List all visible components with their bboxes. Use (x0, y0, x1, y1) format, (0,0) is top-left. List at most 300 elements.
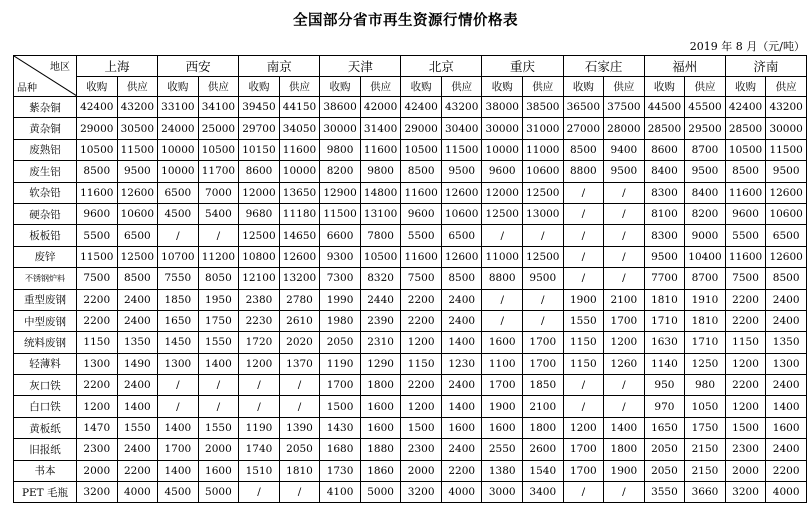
page-title: 全国部分省市再生资源行情价格表 (293, 13, 518, 29)
material-name: 白口铁 (14, 396, 77, 417)
sell-price-cell: 2400 (117, 439, 158, 460)
buy-price-cell: 8800 (482, 268, 523, 289)
material-name: 紫杂铜 (14, 97, 77, 118)
sell-price-cell: 9500 (441, 161, 482, 182)
material-name: 重型废钢 (14, 289, 77, 310)
buy-price-cell: 8500 (401, 161, 442, 182)
sell-price-cell: 8700 (685, 139, 726, 160)
buy-price-cell: 1100 (482, 353, 523, 374)
sell-price-cell: 8500 (117, 268, 158, 289)
city-header: 北京 (401, 56, 482, 77)
buy-price-cell: 2000 (725, 460, 766, 481)
sell-price-cell: 1810 (279, 460, 320, 481)
sell-price-cell: 8400 (685, 182, 726, 203)
sell-price-cell: 1490 (117, 353, 158, 374)
table-row (14, 375, 807, 396)
buy-price-cell: 9300 (320, 246, 361, 267)
buy-price-cell: / (482, 310, 523, 331)
sell-price-cell: 1550 (117, 417, 158, 438)
buy-price-cell: 2200 (77, 289, 118, 310)
sell-price-cell: 11500 (117, 139, 158, 160)
sell-price-cell: 12500 (117, 246, 158, 267)
city-header: 福州 (644, 56, 725, 77)
buy-price-cell: / (563, 396, 604, 417)
buy-price-cell: 29700 (239, 118, 280, 139)
sell-price-cell: 1350 (766, 332, 807, 353)
sell-price-cell: / (198, 375, 239, 396)
buy-price-cell: 1200 (401, 332, 442, 353)
buy-price-cell: / (563, 375, 604, 396)
buy-price-cell: 1680 (320, 439, 361, 460)
sell-price-cell: / (523, 289, 564, 310)
buy-price-cell: 8100 (644, 203, 685, 224)
price-table (13, 55, 807, 503)
buy-price-cell: 29000 (77, 118, 118, 139)
buy-price-cell: 8800 (563, 161, 604, 182)
city-header: 西安 (158, 56, 239, 77)
sell-price-cell: / (279, 396, 320, 417)
table-row (14, 417, 807, 438)
buy-price-cell: 10150 (239, 139, 280, 160)
sell-column-header: 供应 (117, 77, 158, 97)
buy-price-cell: 12000 (239, 182, 280, 203)
table-row (14, 225, 807, 246)
sell-price-cell: 13000 (523, 203, 564, 224)
buy-price-cell: 9600 (401, 203, 442, 224)
buy-price-cell: 8300 (644, 182, 685, 203)
sell-price-cell: 10500 (360, 246, 401, 267)
table-row (14, 97, 807, 118)
sell-price-cell: 6500 (117, 225, 158, 246)
buy-price-cell: 2050 (644, 439, 685, 460)
buy-price-cell: 5500 (401, 225, 442, 246)
buy-price-cell: 2000 (77, 460, 118, 481)
buy-price-cell: / (239, 375, 280, 396)
buy-price-cell: 2300 (401, 439, 442, 460)
sell-price-cell: 6500 (441, 225, 482, 246)
buy-price-cell: 5500 (77, 225, 118, 246)
sell-price-cell: 9500 (685, 161, 726, 182)
material-name: 书本 (14, 460, 77, 481)
material-name: 黄杂铜 (14, 118, 77, 139)
sell-price-cell: 2400 (441, 310, 482, 331)
sell-price-cell: 13200 (279, 268, 320, 289)
buy-price-cell: 30000 (482, 118, 523, 139)
sell-price-cell: 980 (685, 375, 726, 396)
sell-price-cell: 8500 (766, 268, 807, 289)
buy-price-cell: 1200 (563, 417, 604, 438)
sell-price-cell: 8700 (685, 268, 726, 289)
buy-price-cell: 7500 (401, 268, 442, 289)
sell-price-cell: 10600 (523, 161, 564, 182)
buy-price-cell: / (563, 482, 604, 503)
sell-price-cell: 2200 (117, 460, 158, 481)
city-header-row (14, 56, 807, 77)
buy-price-cell: 2000 (401, 460, 442, 481)
sell-price-cell: 1700 (523, 332, 564, 353)
material-name: 软杂铅 (14, 182, 77, 203)
buy-price-cell: 1150 (725, 332, 766, 353)
buy-price-cell: 1500 (725, 417, 766, 438)
buy-price-cell: 8600 (239, 161, 280, 182)
sell-price-cell: 11500 (441, 139, 482, 160)
buy-price-cell: 1600 (482, 332, 523, 353)
buy-price-cell: 39450 (239, 97, 280, 118)
sell-price-cell: / (604, 396, 645, 417)
sell-price-cell: 30500 (117, 118, 158, 139)
buy-price-cell: 9600 (77, 203, 118, 224)
sell-price-cell: 14800 (360, 182, 401, 203)
sell-price-cell: 2400 (441, 375, 482, 396)
sell-price-cell: 2400 (117, 375, 158, 396)
sell-price-cell: 1880 (360, 439, 401, 460)
buy-price-cell: 42400 (401, 97, 442, 118)
sell-price-cell: 1600 (360, 417, 401, 438)
sell-price-cell: 1810 (685, 310, 726, 331)
buy-price-cell: 11600 (401, 182, 442, 203)
sell-price-cell: 9800 (360, 161, 401, 182)
buy-price-cell: 10500 (401, 139, 442, 160)
sell-price-cell: 1710 (685, 332, 726, 353)
sell-price-cell: 34050 (279, 118, 320, 139)
buy-price-cell: / (158, 225, 199, 246)
buy-price-cell: 12500 (482, 203, 523, 224)
buy-price-cell: 1200 (239, 353, 280, 374)
buy-price-cell: 6500 (158, 182, 199, 203)
buy-price-cell: 9600 (725, 203, 766, 224)
sell-price-cell: 12500 (523, 182, 564, 203)
sell-price-cell: 12600 (766, 182, 807, 203)
buy-price-cell: 11600 (725, 246, 766, 267)
city-header: 南京 (239, 56, 320, 77)
sell-price-cell: 45500 (685, 97, 726, 118)
sell-price-cell: 2400 (117, 289, 158, 310)
sell-price-cell: 1910 (685, 289, 726, 310)
city-header: 上海 (77, 56, 158, 77)
city-header: 重庆 (482, 56, 563, 77)
sell-price-cell: 43200 (117, 97, 158, 118)
sell-column-header: 供应 (523, 77, 564, 97)
sell-price-cell: 29500 (685, 118, 726, 139)
table-row (14, 482, 807, 503)
buy-price-cell: 10500 (725, 139, 766, 160)
buy-price-cell: 2550 (482, 439, 523, 460)
sell-price-cell: 3400 (523, 482, 564, 503)
buy-price-cell: 12900 (320, 182, 361, 203)
table-row (14, 139, 807, 160)
sell-price-cell: 1400 (198, 353, 239, 374)
table-row (14, 182, 807, 203)
buy-price-cell: 1900 (482, 396, 523, 417)
buy-price-cell: 1650 (158, 310, 199, 331)
buy-price-cell: 1430 (320, 417, 361, 438)
sell-price-cell: 1800 (523, 417, 564, 438)
sell-price-cell: 2400 (441, 439, 482, 460)
material-name: 黄板纸 (14, 417, 77, 438)
sell-price-cell: 1860 (360, 460, 401, 481)
material-name: 不锈钢炉料 (14, 268, 77, 289)
city-header: 济南 (725, 56, 806, 77)
sell-price-cell: 1800 (360, 375, 401, 396)
sell-column-header: 供应 (360, 77, 401, 97)
table-row (14, 289, 807, 310)
sell-price-cell: 2150 (685, 460, 726, 481)
buy-price-cell: 1600 (482, 417, 523, 438)
sell-price-cell: / (604, 375, 645, 396)
sell-price-cell: 10500 (198, 139, 239, 160)
city-header: 天津 (320, 56, 401, 77)
buy-price-cell: 4500 (158, 482, 199, 503)
buy-price-cell: 1300 (158, 353, 199, 374)
sell-price-cell: 42000 (360, 97, 401, 118)
sell-price-cell: 1600 (766, 417, 807, 438)
buy-price-cell: 1400 (158, 417, 199, 438)
sell-price-cell: 2310 (360, 332, 401, 353)
sell-price-cell: 8320 (360, 268, 401, 289)
buy-price-cell: 1450 (158, 332, 199, 353)
sell-price-cell: 9500 (766, 161, 807, 182)
buy-price-cell: 6600 (320, 225, 361, 246)
buy-price-cell: 970 (644, 396, 685, 417)
sell-price-cell: / (604, 268, 645, 289)
buy-price-cell: 950 (644, 375, 685, 396)
sell-price-cell: 4000 (766, 482, 807, 503)
buy-price-cell: 1500 (401, 417, 442, 438)
buy-price-cell: 2050 (320, 332, 361, 353)
buy-price-cell: 3000 (482, 482, 523, 503)
sell-price-cell: / (279, 482, 320, 503)
corner-header-cell (14, 56, 77, 97)
buy-price-cell: 10000 (158, 161, 199, 182)
sell-price-cell: 10000 (279, 161, 320, 182)
sell-price-cell: 1750 (198, 310, 239, 331)
sell-price-cell: 11200 (198, 246, 239, 267)
buy-price-cell: 1150 (563, 353, 604, 374)
buy-price-cell: 2050 (644, 460, 685, 481)
buy-price-cell: 1190 (320, 353, 361, 374)
buy-price-cell: 1980 (320, 310, 361, 331)
buy-price-cell: 1700 (320, 375, 361, 396)
sell-price-cell: 2610 (279, 310, 320, 331)
buy-price-cell: 8500 (725, 161, 766, 182)
buy-price-cell: 1730 (320, 460, 361, 481)
buy-price-cell: 1550 (563, 310, 604, 331)
buy-price-cell: 9800 (320, 139, 361, 160)
buy-price-cell: 1150 (77, 332, 118, 353)
buy-price-cell: 1710 (644, 310, 685, 331)
material-name: 废锌 (14, 246, 77, 267)
buy-price-cell: 1200 (725, 396, 766, 417)
sell-price-cell: 11180 (279, 203, 320, 224)
sell-price-cell: / (604, 246, 645, 267)
sell-column-header: 供应 (279, 77, 320, 97)
sell-price-cell: 9000 (685, 225, 726, 246)
sell-price-cell: 2400 (766, 375, 807, 396)
buy-price-cell: 29000 (401, 118, 442, 139)
sell-price-cell: 1550 (198, 417, 239, 438)
sell-price-cell: / (604, 182, 645, 203)
sell-price-cell: 10600 (441, 203, 482, 224)
sell-price-cell: 11600 (279, 139, 320, 160)
sell-price-cell: 6500 (766, 225, 807, 246)
buy-price-cell: 2200 (401, 375, 442, 396)
buy-price-cell: 2200 (77, 375, 118, 396)
sell-price-cell: 8200 (685, 203, 726, 224)
table-body (14, 97, 807, 503)
buy-price-cell: 4100 (320, 482, 361, 503)
sell-price-cell: 9500 (523, 268, 564, 289)
sell-price-cell: / (523, 310, 564, 331)
sell-column-header: 供应 (441, 77, 482, 97)
buy-price-cell: 12100 (239, 268, 280, 289)
table-row (14, 460, 807, 481)
buy-price-cell: 1720 (239, 332, 280, 353)
sell-price-cell: 11000 (523, 139, 564, 160)
sell-column-header: 供应 (766, 77, 807, 97)
buy-price-cell: 8300 (644, 225, 685, 246)
city-header: 石家庄 (563, 56, 644, 77)
sell-price-cell: 14650 (279, 225, 320, 246)
buy-price-cell: 10000 (482, 139, 523, 160)
sell-price-cell: 1230 (441, 353, 482, 374)
buy-price-cell: 1190 (239, 417, 280, 438)
buy-column-header: 收购 (725, 77, 766, 97)
material-name: 灰口铁 (14, 375, 77, 396)
sell-price-cell: 11700 (198, 161, 239, 182)
material-name: 轻薄料 (14, 353, 77, 374)
buy-price-cell: 44500 (644, 97, 685, 118)
sell-price-cell: 25000 (198, 118, 239, 139)
sell-price-cell: 5000 (360, 482, 401, 503)
sell-price-cell: 28000 (604, 118, 645, 139)
buy-price-cell: 11000 (482, 246, 523, 267)
sell-price-cell: 1700 (604, 310, 645, 331)
buy-price-cell: 42400 (77, 97, 118, 118)
buy-price-cell: 1850 (158, 289, 199, 310)
buy-price-cell: 1380 (482, 460, 523, 481)
table-row (14, 161, 807, 182)
buy-price-cell: 8400 (644, 161, 685, 182)
buy-price-cell: 3550 (644, 482, 685, 503)
table-row (14, 310, 807, 331)
sell-price-cell: 11600 (360, 139, 401, 160)
sell-price-cell: 2600 (523, 439, 564, 460)
table-row (14, 203, 807, 224)
buy-price-cell: 12500 (239, 225, 280, 246)
sell-price-cell: / (604, 203, 645, 224)
sell-price-cell: 5400 (198, 203, 239, 224)
sell-price-cell: 37500 (604, 97, 645, 118)
buy-price-cell: 2200 (401, 310, 442, 331)
buy-price-cell: 1200 (725, 353, 766, 374)
sell-price-cell: 1260 (604, 353, 645, 374)
buy-price-cell: / (563, 182, 604, 203)
buy-price-cell: 2200 (77, 310, 118, 331)
buy-price-cell: / (563, 225, 604, 246)
buy-price-cell: 11600 (401, 246, 442, 267)
sell-price-cell: 1390 (279, 417, 320, 438)
sell-price-cell: 1600 (198, 460, 239, 481)
sell-price-cell: / (198, 225, 239, 246)
buy-price-cell: 11600 (725, 182, 766, 203)
sell-price-cell: 2440 (360, 289, 401, 310)
material-name: 板板铅 (14, 225, 77, 246)
buy-price-cell: 11500 (320, 203, 361, 224)
sell-price-cell: 2150 (685, 439, 726, 460)
sell-price-cell: 43200 (441, 97, 482, 118)
buy-price-cell: 38600 (320, 97, 361, 118)
buy-price-cell: / (239, 396, 280, 417)
buy-column-header: 收购 (644, 77, 685, 97)
buy-price-cell: 30000 (320, 118, 361, 139)
buy-price-cell: 1740 (239, 439, 280, 460)
sell-price-cell: 44150 (279, 97, 320, 118)
sell-price-cell: 1350 (117, 332, 158, 353)
sell-price-cell: 2400 (766, 310, 807, 331)
sell-price-cell: 34100 (198, 97, 239, 118)
sell-price-cell: / (198, 396, 239, 417)
material-name: 废熟铝 (14, 139, 77, 160)
buy-price-cell: 9600 (482, 161, 523, 182)
buy-price-cell: 1500 (320, 396, 361, 417)
buy-price-cell: 1150 (401, 353, 442, 374)
buy-price-cell: 1300 (77, 353, 118, 374)
buy-price-cell: 9500 (644, 246, 685, 267)
sell-price-cell: 12600 (117, 182, 158, 203)
material-name: 硬杂铅 (14, 203, 77, 224)
sell-price-cell: 4000 (117, 482, 158, 503)
table-row (14, 396, 807, 417)
buy-price-cell: 33100 (158, 97, 199, 118)
sell-price-cell: 2400 (117, 310, 158, 331)
sell-price-cell: 30000 (766, 118, 807, 139)
table-row (14, 332, 807, 353)
sell-price-cell: 2400 (441, 289, 482, 310)
buy-price-cell: / (158, 375, 199, 396)
sell-price-cell: 9500 (604, 161, 645, 182)
sell-price-cell: 7800 (360, 225, 401, 246)
sell-price-cell: 1200 (604, 332, 645, 353)
buy-column-header: 收购 (77, 77, 118, 97)
buy-price-cell: 7500 (77, 268, 118, 289)
buy-price-cell: 8500 (563, 139, 604, 160)
sell-price-cell: 2780 (279, 289, 320, 310)
buy-price-cell: 27000 (563, 118, 604, 139)
sell-price-cell: 5000 (198, 482, 239, 503)
sell-price-cell: 1950 (198, 289, 239, 310)
buy-price-cell: 2380 (239, 289, 280, 310)
sell-price-cell: 12600 (766, 246, 807, 267)
sell-price-cell: 2400 (766, 289, 807, 310)
sell-price-cell: 8050 (198, 268, 239, 289)
sell-price-cell: 12600 (441, 182, 482, 203)
sell-price-cell: 2100 (604, 289, 645, 310)
sell-price-cell: 10600 (117, 203, 158, 224)
material-name: PET 毛瓶 (14, 482, 77, 503)
buy-price-cell: 1400 (158, 460, 199, 481)
buy-price-cell: 2200 (725, 375, 766, 396)
sell-price-cell: 12500 (523, 246, 564, 267)
buy-price-cell: 38000 (482, 97, 523, 118)
sell-price-cell: 1400 (441, 396, 482, 417)
sell-price-cell: 1050 (685, 396, 726, 417)
buy-price-cell: / (563, 203, 604, 224)
buy-price-cell: 7500 (725, 268, 766, 289)
buy-price-cell: 12000 (482, 182, 523, 203)
buy-column-header: 收购 (563, 77, 604, 97)
sell-price-cell: 1400 (117, 396, 158, 417)
sell-price-cell: 1290 (360, 353, 401, 374)
